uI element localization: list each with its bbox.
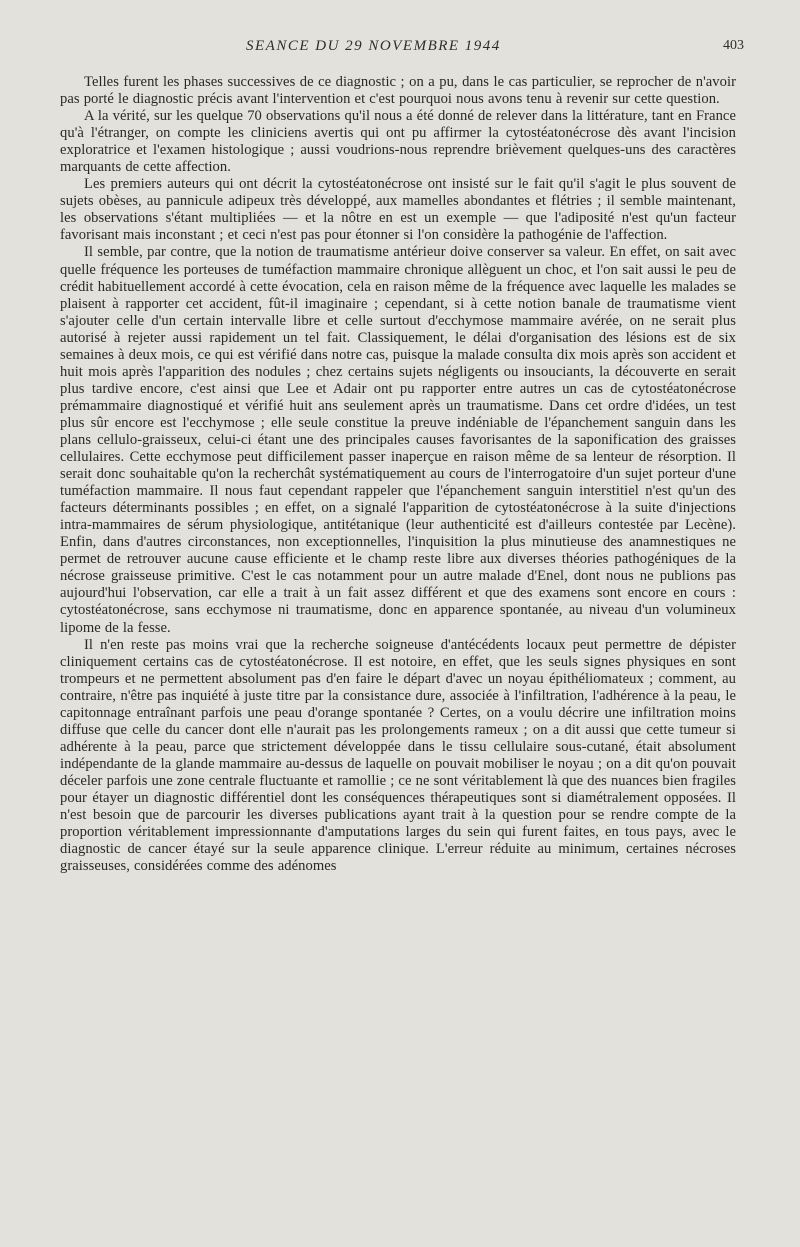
paragraph: Les premiers auteurs qui ont décrit la cytostéatonécrose ont insisté sur le fait qu'il s'agit le plus souvent de sujets obèses, au pannicule adipeux très développé, aux mamelles abondantes et flétries ; il semble maintenant, les observations s'étant multipliées — et la nôtre en est un exemple — que l'adiposité n'est qu'un facteur favorisant mais inconstant ; et ceci n'est pas pour étonner si l'on considère la pathogénie de l'affection.	[60, 176, 736, 244]
body-text	[60, 74, 736, 875]
paragraph: Il semble, par contre, que la notion de traumatisme antérieur doive conserver sa valeur. En effet, on sait avec quelle fréquence les porteuses de tuméfaction mammaire chronique allèguent un choc, et l'on sait aussi le peu de crédit habituellement accordé à cette évocation, cela en raison même de la fréquence avec laquelle les malades se plaisent à rapporter cet accident, fût-il imaginaire ; cependant, si à cette notion banale de traumatisme vient s'ajouter celle d'un certain intervalle libre et celle surtout d'ecchymose mammaire avérée, on ne serait plus autorisé à rejeter aussi rapidement un tel fait. Classiquement, le délai d'organisation des lésions est de six semaines à deux mois, ce qui est vérifié dans notre cas, puisque la malade consulta dix mois après son accident et huit mois après l'apparition des nodules ; chez certains sujets négligents ou insouciants, la découverte en serait plus tardive encore, c'est ainsi que Lee et Adair ont pu rapporter entre autres un cas de cytostéatonécrose prémammaire diagnostiqué et vérifié huit ans seulement après un traumatisme. Dans cet ordre d'idées, un test plus sûr encore est l'ecchymose ; elle seule constitue la preuve indéniable de l'épanchement sanguin dans les plans cellulo-graisseux, celui-ci étant une des principales causes favorisantes de la saponification des graisses cellulaires. Cette ecchymose peut difficilement passer inaperçue en raison même de sa lenteur de résorption. Il serait donc souhaitable qu'on la recherchât systématiquement au cours de l'interrogatoire d'un sujet porteur d'une tuméfaction mammaire. Il nous faut cependant rappeler que l'épanchement sanguin interstitiel n'est qu'un des facteurs déterminants possibles ; en effet, on a signalé l'apparition de cytostéatonécrose à la suite d'injections intra-mammaires de sérum physiologique, antitétanique (leur authenticité est d'ailleurs contestée par Lecène). Enfin, dans d'autres circonstances, non exceptionnelles, l'inquisition la plus minutieuse des anamnestiques ne permet de retrouver aucune cause efficiente et le champ reste libre aux diverses théories pathogéniques de la nécrose graisseuse primitive. C'est le cas notamment pour un autre malade d'Enel, dont nous ne publions pas aujourd'hui l'observation, car elle a trait à un fait assez différent et que des examens sont encore en cours : cytostéatonécrose, sans ecchymose ni traumatisme, donc en apparence spontanée, au niveau d'un volumineux lipome de la fesse.	[60, 244, 736, 636]
running-title: SEANCE DU 29 NOVEMBRE 1944	[246, 38, 501, 54]
paragraph: Telles furent les phases successives de ce diagnostic ; on a pu, dans le cas particulier, se reprocher de n'avoir pas porté le diagnostic précis avant l'intervention et c'est pourquoi nous avons tenu à revenir sur cette question.	[60, 74, 736, 108]
paragraph: A la vérité, sur les quelque 70 observations qu'il nous a été donné de relever dans la littérature, tant en France qu'à l'étranger, on compte les cliniciens avertis qui ont pu affirmer la cytostéatonécrose dès avant l'incision exploratrice et l'examen histologique ; aussi voudrions-nous reprendre brièvement quelques-uns des caractères marquants de cette affection.	[60, 108, 736, 176]
running-header	[60, 38, 744, 66]
paragraph: Il n'en reste pas moins vrai que la recherche soigneuse d'antécédents locaux peut permettre de dépister cliniquement certains cas de cytostéatonécrose. Il est notoire, en effet, que les seuls signes physiques en sont trompeurs et ne permettent absolument pas d'en faire le départ d'avec un noyau épithéliomateux ; comment, au contraire, n'être pas inquiété à juste titre par la consistance dure, associée à l'infiltration, l'adhérence à la peau, le capitonnage entraînant parfois une peau d'orange spontanée ? Certes, on a voulu décrire une infiltration moins diffuse que celle du cancer dont elle n'aurait pas les prolongements rameux ; on a dit aussi que cette tumeur si adhérente à la peau, parce que strictement développée dans le tissu cellulaire sous-cutané, était absolument indépendante de la glande mammaire au-dessus de laquelle on pouvait mobiliser le noyau ; on a dit qu'on pouvait déceler parfois une zone centrale fluctuante et ramollie ; ce ne sont véritablement là que des nuances bien fragiles pour étayer un diagnostic différentiel dont les conséquences thérapeutiques sont si diamétralement opposées. Il n'est besoin que de parcourir les diverses publications ayant trait à la question pour se rendre compte de la proportion véritablement impressionnante d'amputations larges du sein qui furent faites, en tous pays, avec le diagnostic de cancer étayé sur la seule apparence clinique. L'erreur réduite au minimum, certaines nécroses graisseuses, considérées comme des adénomes	[60, 636, 736, 875]
page-number: 403	[723, 38, 744, 53]
